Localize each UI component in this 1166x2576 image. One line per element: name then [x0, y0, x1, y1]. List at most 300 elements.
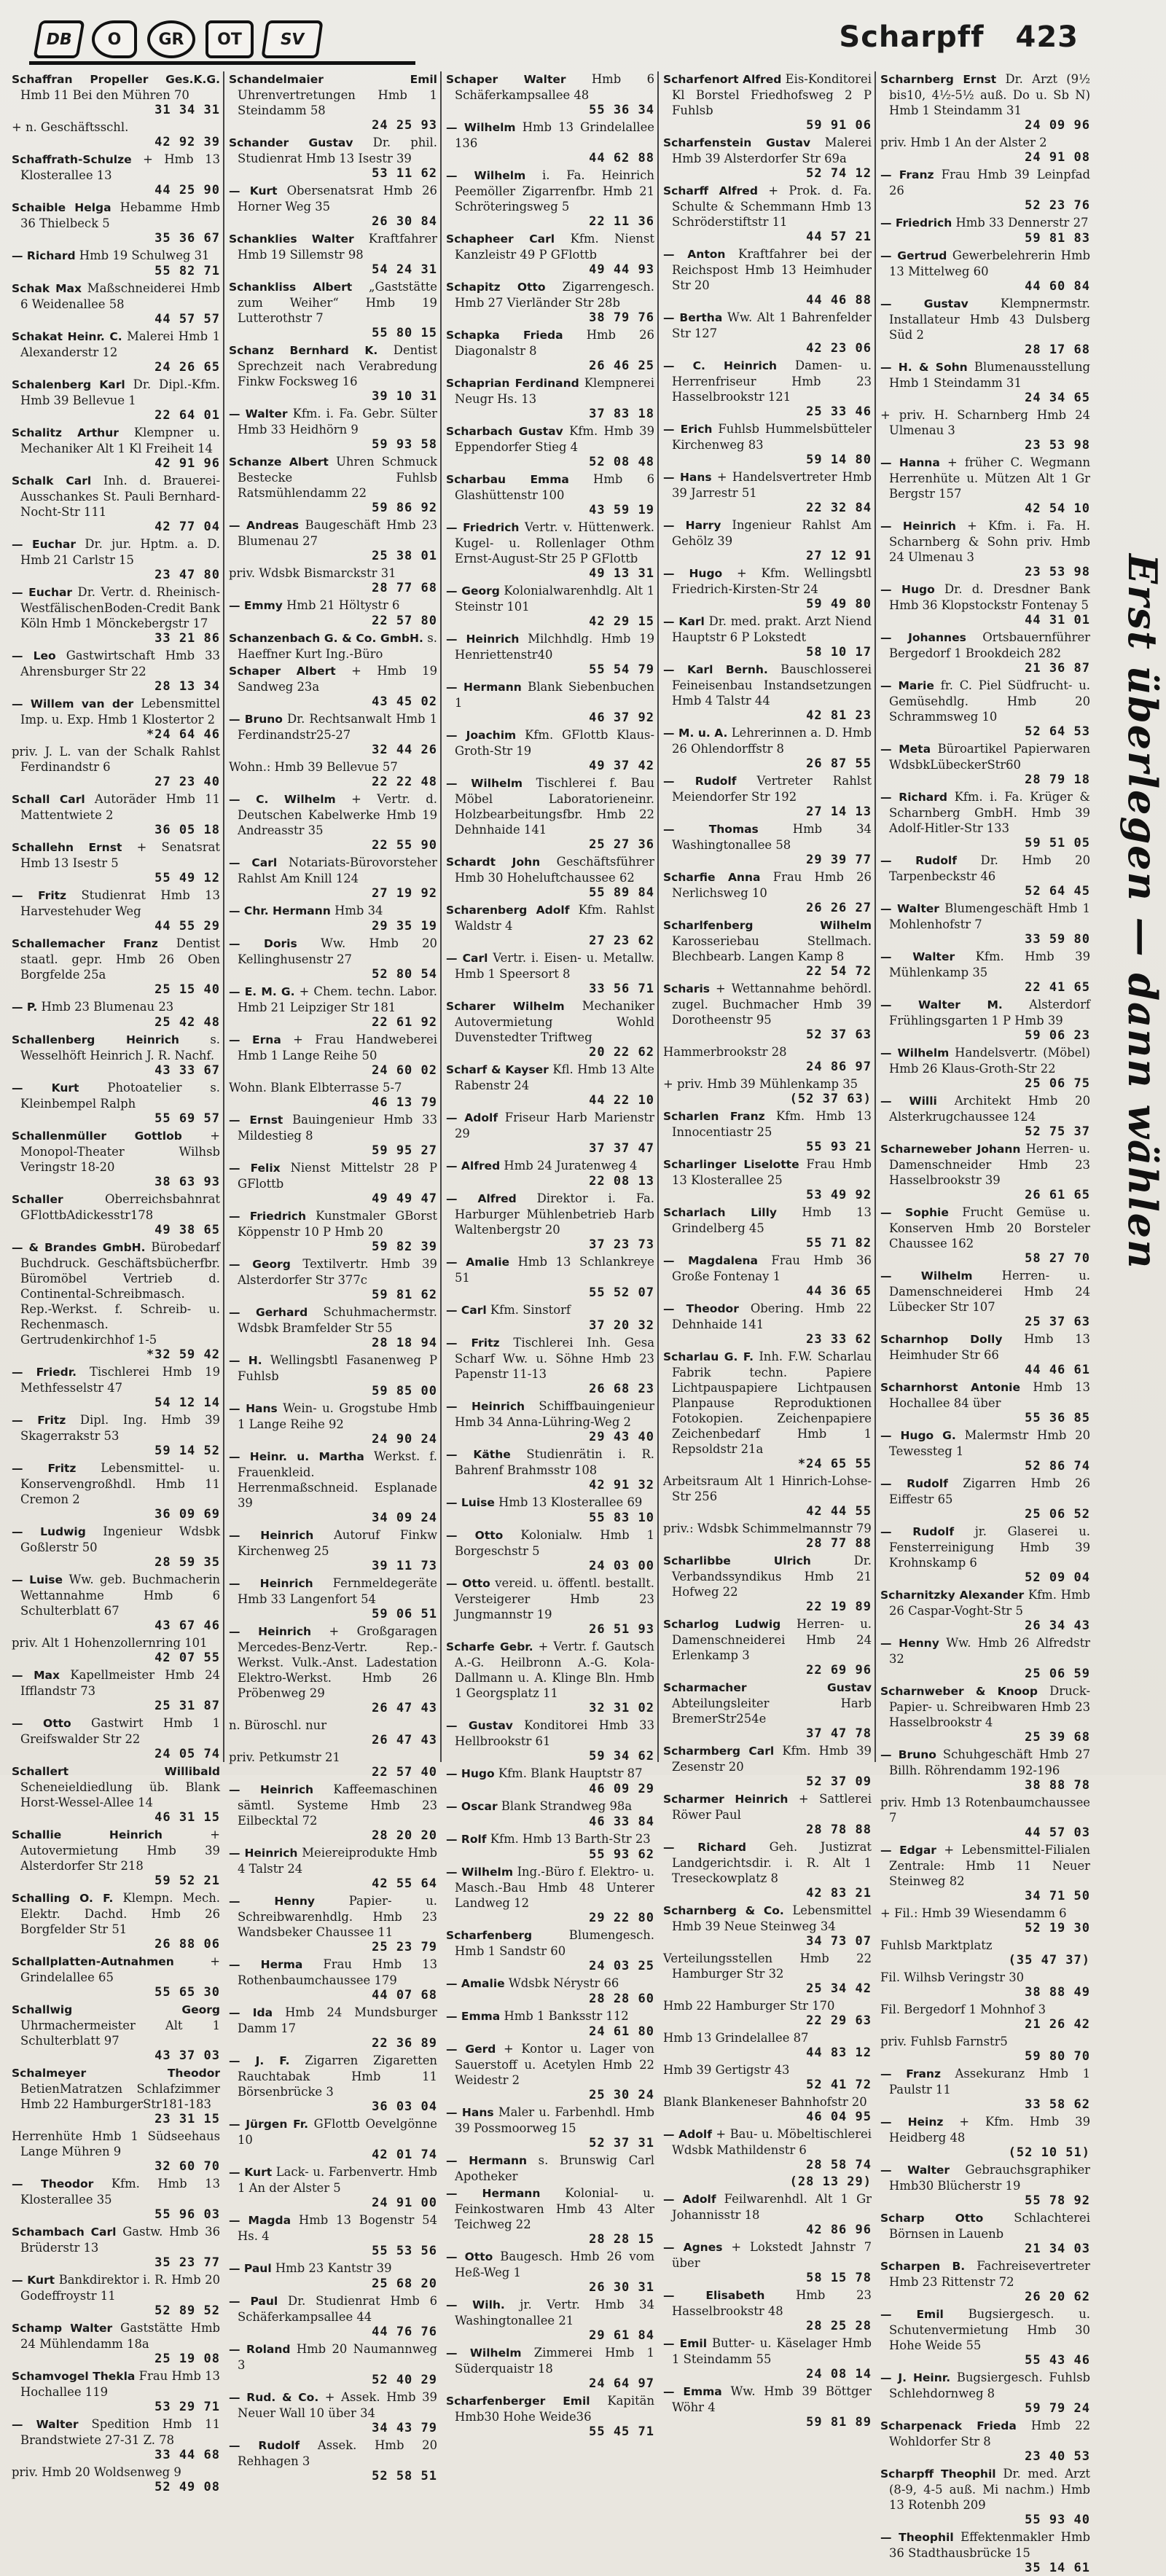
entry-details: Vertreter Rahlst Meiendorfer Str 192 [672, 774, 872, 804]
entry-name: — Friedrich [446, 521, 520, 534]
entry-phone: 28 58 74 [806, 2158, 872, 2172]
entry-details: Textilvertr. Hmb 39 Alsterdorfer Str 377c [238, 1257, 437, 1287]
entry-phone: 23 47 80 [154, 568, 220, 582]
entry-phone: 32 31 02 [589, 1701, 654, 1715]
directory-entry [663, 1205, 872, 1251]
entry-details: Kfm. i. Fa. Gebr. Sülter Hmb 33 Heidhörn 9 [238, 407, 437, 436]
entry-name: — Adolf [663, 2193, 716, 2206]
entry-details: + Frau Handweberei Hmb 1 Lange Reihe 50 [238, 1033, 437, 1062]
entry-details: Malerei Hmb 1 Alexanderstr 12 [20, 329, 220, 359]
entry-phone: *32 59 42 [146, 1347, 220, 1362]
directory-entry [229, 598, 437, 629]
entry-name: — Walter [880, 902, 939, 915]
entry-name: — Thomas [663, 823, 759, 836]
directory-entry [229, 711, 437, 758]
directory-entry [446, 71, 654, 118]
entry-details: Geh. Justizrat Landgerichtsdir. i. R. Alt 1 Treseckowplatz 8 [672, 1840, 872, 1885]
entry-details: Papier- u. Schreibwarenhdlg. Hmb 23 Wandsbeker Chaussee 11 [238, 1894, 437, 1939]
entry-name: Schallert Willibald [12, 1765, 220, 1778]
entry-phone: 28 20 20 [372, 1828, 437, 1843]
entry-details: Hmb 22 Hamburger Str 170 [663, 1999, 835, 2013]
directory-entry [446, 679, 654, 726]
directory-entry [880, 741, 1090, 788]
column-5 [876, 71, 1093, 2575]
directory-entry [229, 1893, 437, 1955]
directory-entry [663, 2336, 872, 2382]
entry-phone: 55 93 40 [1025, 2513, 1090, 2527]
entry-phone: 25 33 46 [806, 404, 872, 419]
entry-name: — Richard [663, 1841, 746, 1854]
entry-phone: 24 34 65 [1025, 391, 1090, 405]
entry-details: Kunstmaler GBorst Köppenstr 10 P Hmb 20 [238, 1209, 437, 1239]
entry-name: — Rud. & Co. [229, 2391, 319, 2404]
directory-entry [880, 296, 1090, 358]
entry-phone: 43 45 02 [372, 694, 437, 709]
entry-phone: 55 80 15 [372, 326, 437, 340]
directory-entry [880, 518, 1090, 580]
entry-details: Klempnerei Neugr Hs. 13 [455, 376, 654, 406]
directory-entry [12, 1032, 220, 1078]
entry-details: Hmb 34 Washingtonallee 58 [672, 822, 872, 852]
entry-phone: 24 60 02 [372, 1063, 437, 1078]
entry-details: Hmb 24 Juratenweg 4 [504, 1159, 638, 1172]
entry-name: — Luise [12, 1573, 63, 1586]
directory-entry [446, 2185, 654, 2247]
directory-entry [229, 183, 437, 230]
entry-name: — Paul [229, 2262, 272, 2275]
entry-phone: 55 43 46 [1025, 2353, 1090, 2368]
entry-phone: 43 59 19 [589, 503, 654, 517]
entry-name: Schallemacher Franz [12, 937, 158, 950]
directory-entry [880, 1842, 1090, 1904]
entry-details: + n. Geschäftsschl. [12, 120, 129, 134]
directory-entry [12, 1763, 220, 1825]
directory-entry [229, 984, 437, 1030]
entry-phone: 44 55 29 [154, 919, 220, 933]
entry-name: Schallehn Ernst [12, 841, 122, 854]
entry-phone: 37 47 78 [806, 1726, 872, 1741]
entry-phone: 25 39 68 [1025, 1730, 1090, 1745]
entry-phone: 55 93 62 [589, 1847, 654, 1862]
directory-entry [12, 200, 220, 246]
entry-phone: 24 05 74 [154, 1747, 220, 1761]
entry-name: — Heinrich [229, 1529, 314, 1542]
entry-phone: 25 42 48 [154, 1015, 220, 1030]
directory-entry [446, 1158, 654, 1189]
entry-details: Herren- u. Damenschneider Hmb 23 Hasselbrookstr 39 [889, 1142, 1091, 1187]
entry-details: Kolonialw. Hmb 1 Borgeschstr 5 [455, 1528, 654, 1558]
entry-details: + Monopol-Theater Wilhsb Veringstr 18-20 [20, 1129, 220, 1174]
entry-phone: 49 49 47 [372, 1191, 437, 1206]
entry-phone: 27 23 40 [154, 775, 220, 789]
directory-entry [880, 1795, 1090, 1841]
entry-name: Scharlfenberg Wilhelm [663, 919, 872, 932]
entry-name: — M. u. A. [663, 727, 728, 740]
entry-phone: 55 49 12 [154, 871, 220, 885]
directory-entry [229, 1112, 437, 1159]
entry-name: — Joachim [446, 729, 517, 742]
entry-phone: 33 56 71 [589, 982, 654, 996]
entry-details: Dentist staatl. gepr. Hmb 26 Oben Borgfelde 25a [20, 936, 220, 982]
directory-entry [12, 1635, 220, 1666]
entry-name: — Rudolf [663, 775, 737, 788]
entry-details: + Handelsvertreter Hmb 39 Jarrestr 51 [672, 470, 872, 500]
entry-phone: 59 14 52 [154, 1444, 220, 1458]
entry-details: Scheneieldiedlung üb. Blank Horst-Wessel-Allee 14 [20, 1780, 220, 1809]
directory-entry [880, 1093, 1090, 1140]
entry-phone: 34 73 07 [806, 1934, 872, 1949]
directory-entry [663, 1743, 872, 1790]
entry-phone: 28 28 60 [589, 1992, 654, 2006]
entry-phone: 23 53 98 [1025, 438, 1090, 453]
entry-details: Kfm. Blank Hauptstr 87 [498, 1766, 643, 1780]
entry-phone: 46 13 79 [372, 1095, 437, 1110]
entry-details: priv. Fuhlsb Farnstr5 [880, 2035, 1008, 2048]
entry-phone: 55 36 34 [589, 103, 654, 117]
directory-entry [12, 2224, 220, 2271]
entry-name: — Walter [12, 2418, 79, 2431]
entry-details: Studienrätin i. R. Bahrenf Brahmsstr 108 [455, 1447, 655, 1477]
entry-name: — Leo [12, 649, 56, 662]
entry-name: Schamvogel Thekla [12, 2370, 136, 2383]
entry-details: + Kfm. Hmb 39 Heidberg 48 [889, 2115, 1090, 2145]
entry-details: Lehrerinnen a. D. Hmb 26 Ohlendorffstr 8 [672, 726, 872, 756]
entry-details: Wellingsbtl Fasanenweg P Fuhlsb [238, 1353, 437, 1383]
entry-details: Wohn.: Hmb 39 Bellevue 57 [229, 760, 398, 774]
directory-entry [880, 2306, 1090, 2368]
entry-phone: 37 37 47 [589, 1141, 654, 1156]
directory-entry [446, 1062, 654, 1108]
directory-entry [880, 630, 1090, 676]
entry-phone: 49 44 93 [589, 262, 654, 277]
entry-phone: 42 54 10 [1025, 501, 1090, 516]
entry-phone: 46 31 15 [154, 1810, 220, 1825]
entry-phone: 33 44 68 [154, 2448, 220, 2462]
directory-entry [663, 1521, 872, 1551]
directory-entry [446, 854, 654, 901]
entry-name: Scharnberg & Co. [663, 1904, 784, 1917]
directory-entry [12, 1080, 220, 1127]
entry-details: Kfm. Hmb 39 Mühlenkamp 35 [889, 950, 1091, 979]
entry-details: Malerei Hmb 39 Alsterdorfer Str 69a [672, 136, 872, 165]
entry-details: Hmb 13 Grindelberg 45 [672, 1205, 872, 1235]
entry-name: — Magda [229, 2214, 292, 2227]
entry-phone: 52 86 74 [1025, 1459, 1090, 1473]
directory-entry [229, 2260, 437, 2292]
entry-name: — Theophil [880, 2531, 954, 2544]
entry-name: — Rolf [446, 1833, 487, 1846]
directory-entry [880, 1587, 1090, 1634]
entry-phone: 25 38 01 [372, 549, 437, 563]
directory-entry [663, 421, 872, 468]
entry-name: Scharnhorst Antonie [880, 1381, 1021, 1394]
entry-name: Schaller [12, 1193, 63, 1206]
entry-details: Lebensmittel Hmb 39 Neue Steinweg 34 [672, 1903, 872, 1933]
entry-details: Dentist Sprechzeit nach Verabredung Finkw Focksweg 16 [238, 343, 437, 388]
entry-details: Schiffbauingenieur Hmb 34 Anna-Lühring-Weg 2 [455, 1399, 654, 1429]
entry-phone: 53 49 92 [806, 1188, 872, 1202]
entry-name: — E. M. G. [229, 985, 295, 998]
entry-phone: 55 52 07 [589, 1285, 654, 1300]
directory-entry [663, 2287, 872, 2334]
entry-name: Scharnitzky Alexander [880, 1589, 1025, 1602]
entry-name: — Heinrich [446, 633, 520, 646]
directory-entry [446, 631, 654, 678]
entry-details: Hmb 23 Blumenau 23 [41, 1000, 174, 1014]
entry-details: + Kfm. i. Fa. H. Scharnberg & Sohn priv. Hmb 24 Ulmenau 3 [889, 519, 1090, 564]
entry-details: Fachreisevertreter Hmb 23 Rittenstr 72 [889, 2259, 1090, 2289]
directory-entry [12, 71, 220, 118]
entry-details: Autoräder Hmb 11 Mattentwiete 2 [20, 792, 220, 822]
entry-phone: 24 08 14 [806, 2367, 872, 2381]
directory-entry [880, 71, 1090, 133]
directory-entry [229, 2164, 437, 2211]
entry-details: Milchhdlg. Hmb 19 Henriettenstr40 [455, 632, 654, 662]
entry-phone: 25 19 08 [154, 2352, 220, 2366]
directory-entry [12, 120, 220, 150]
entry-phone: 26 47 43 [372, 1701, 437, 1715]
entry-details: Kfm. Nienst Kanzleistr 49 P GFlottb [455, 232, 654, 262]
directory-entry [12, 839, 220, 886]
entry-phone: 59 82 39 [372, 1240, 437, 1254]
directory-entry [229, 1957, 437, 2003]
directory-entry [446, 1976, 654, 2007]
entry-details: Ww. Hmb 39 Böttger Wöhr 4 [672, 2384, 872, 2414]
entry-details: Gebrauchsgraphiker Hmb30 Blücherstr 19 [889, 2163, 1090, 2193]
entry-name: — Hugo [446, 1767, 495, 1780]
entry-phone: 26 20 62 [1025, 2290, 1090, 2304]
entry-details: Lebensmittel Imp. u. Exp. Hmb 1 Klostertor 2 [20, 697, 220, 727]
entry-phone: 26 51 93 [589, 1622, 654, 1637]
entry-phone: 59 91 06 [806, 118, 872, 133]
entry-phone: 24 09 96 [1025, 118, 1090, 133]
directory-entry [229, 135, 437, 181]
entry-phone: 20 22 62 [589, 1045, 654, 1060]
entry-name: Schallenberg Heinrich [12, 1033, 179, 1046]
entry-name: — Jürgen Fr. [229, 2118, 309, 2131]
entry-phone: 22 22 48 [372, 775, 437, 789]
entry-details: Zigarren Zigaretten Rauchtabak Hmb 11 Börsenbrücke 3 [238, 2054, 437, 2099]
entry-details: Dipl. Ing. Hmb 39 Skagerrakstr 53 [20, 1413, 220, 1443]
entry-name: — Anton [663, 248, 726, 261]
directory-entry [446, 583, 654, 630]
entry-phone: 38 88 49 [1025, 1985, 1090, 2000]
entry-name: Scharbach Gustav [446, 425, 563, 438]
entry-details: „Gaststätte zum Weiher“ Hmb 19 Lutterothstr 7 [238, 280, 437, 325]
entry-phone: 29 43 40 [589, 1430, 654, 1444]
entry-phone: 42 83 21 [806, 1886, 872, 1900]
directory-entry [446, 1302, 654, 1334]
directory-entry [446, 520, 654, 582]
directory-entry [446, 375, 654, 422]
entry-details: Dr. phil. Studienrat Hmb 13 Isestr 39 [238, 136, 437, 165]
entry-details: + Kfm. Wellingsbtl Friedrich-Kirsten-Str 24 [672, 566, 872, 596]
entry-details: Dr. Studienrat Hmb 6 Schäferkampsallee 44 [238, 2294, 438, 2324]
entry-phone: 59 52 21 [154, 1874, 220, 1888]
entry-name: — Friedrich [229, 1210, 307, 1223]
entry-details: Hmb 39 Gertigstr 43 [663, 2063, 790, 2077]
entry-phone: 59 06 23 [1025, 1028, 1090, 1043]
entry-phone: 44 57 03 [1025, 1825, 1090, 1840]
entry-name: — Fritz [12, 1414, 66, 1427]
entry-details: priv. Hmb 1 An der Alster 2 [880, 136, 1047, 149]
entry-phone: 39 11 73 [372, 1559, 437, 1573]
entry-phone: 55 89 84 [589, 885, 654, 900]
entry-details: Hebamme Hmb 36 Thielbeck 5 [20, 200, 220, 230]
directory-entry [229, 1160, 437, 1207]
entry-name: Schaper Walter [446, 73, 566, 86]
directory-entry [880, 1268, 1090, 1330]
entry-details: Frau Hmb 13 Hochallee 119 [20, 2369, 220, 2399]
entry-name: — Heinr. u. Martha [229, 1450, 364, 1463]
directory-entry [880, 407, 1090, 453]
directory-entry [12, 2002, 220, 2064]
entry-details: Malermstr Hmb 20 Tewessteg 1 [889, 1428, 1090, 1458]
directory-entry [12, 2465, 220, 2495]
entry-name: Scharnweber & Knoop [880, 1685, 1038, 1698]
directory-entry [229, 1401, 437, 1447]
entry-details: Handelsvertr. (Möbel) Hmb 26 Klaus-Groth-Str 22 [889, 1046, 1090, 1076]
entry-phone: 52 37 31 [589, 2136, 654, 2150]
entry-details: Friseur Harb Marienstr 29 [455, 1111, 654, 1140]
entry-name: Scharbau Emma [446, 473, 569, 486]
entry-name: — Heinrich [229, 1625, 312, 1638]
entry-phone: 43 37 03 [154, 2048, 220, 2063]
entry-name: — Gertrud [880, 249, 947, 262]
entry-name: — Rudolf [880, 854, 957, 867]
directory-entry [663, 821, 872, 868]
directory-entry [12, 1827, 220, 1889]
directory-entry [880, 1938, 1090, 1968]
entry-details: priv. Hmb 13 Rotenbaumchaussee 7 [880, 1796, 1090, 1825]
entry-details: Zimmerei Hmb 1 Süderquaistr 18 [455, 2346, 654, 2376]
directory-entry [12, 1460, 220, 1522]
entry-phone: 25 37 63 [1025, 1315, 1090, 1329]
entry-details: Kfm. Hmb 13 Barth-Str 23 [490, 1832, 651, 1846]
entry-details: + Autovermietung Hmb 39 Alsterdorfer Str 218 [20, 1828, 220, 1873]
entry-details: Schuhgeschäft Hmb 27 Billh. Röhrendamm 192-196 [889, 1747, 1090, 1777]
entry-name: Scharlach Lilly [663, 1206, 777, 1219]
entry-name: — Amalie [446, 1256, 510, 1269]
entry-name: — Wilhelm [446, 2346, 522, 2360]
directory-entry [880, 1635, 1090, 1682]
directory-entry [446, 1527, 654, 1574]
directory-entry [880, 2210, 1090, 2257]
directory-entry [229, 2293, 437, 2340]
directory-entry [12, 2129, 220, 2174]
directory-entry [12, 2416, 220, 2463]
entry-phone: 22 11 36 [589, 214, 654, 229]
entry-details: Bauingenieur Hmb 33 Mildestieg 8 [238, 1113, 437, 1143]
directory-columns [7, 71, 1093, 2575]
entry-name: — Wilhelm [446, 121, 516, 134]
directory-entry [880, 248, 1090, 294]
entry-details: Dr. d. Dresdner Bank Hmb 36 Klopstockstr Fontenay 5 [889, 582, 1090, 612]
entry-details: Werkst. f. Frauenkleid. Herrenmaßschneid. Esplanade 39 [238, 1449, 437, 1510]
entry-name: — Georg [229, 1258, 291, 1271]
entry-details: Hmb 23 Kantstr 39 [275, 2261, 392, 2275]
directory-entry [663, 1473, 872, 1519]
entry-name: — Ludwig [12, 1525, 86, 1538]
entry-details: + Sattlerei Röwer Paul [672, 1792, 872, 1822]
entry-details: Hammerbrookstr 28 [663, 1045, 787, 1059]
entry-phone: 55 54 79 [589, 662, 654, 677]
entry-phone: 52 89 52 [154, 2303, 220, 2318]
entry-details: Blank Strandweg 98a [501, 1799, 633, 1813]
column-2 [224, 71, 442, 2483]
entry-name: — Hermann [446, 2154, 528, 2167]
entry-details: Dr. med. Arzt (8-9, 4-5 auß. Mi nachm.) Hmb 13 Rotenbh 209 [889, 2467, 1090, 2512]
entry-phone: 28 17 68 [1025, 342, 1090, 357]
entry-details: s. Haeffner Kurt Ing.-Büro [238, 631, 437, 661]
directory-entry [12, 1128, 220, 1190]
entry-name: — Herma [229, 1958, 303, 1971]
entry-phone: 52 58 51 [372, 2469, 437, 2483]
entry-name: — Richard [12, 249, 76, 262]
entry-details: Dr. Arzt (9½ bis10, 4½-5½ auß. Do u. Sb N) Hmb 1 Steindamm 31 [889, 72, 1090, 117]
entry-details: Fil. Wilhsb Veringstr 30 [880, 1970, 1025, 1984]
entry-name: — Heinrich [229, 1847, 298, 1860]
entry-phone: (28 13 29) [789, 2174, 872, 2189]
directory-entry [663, 614, 872, 660]
directory-entry [880, 853, 1090, 899]
entry-name: — Alfred [446, 1159, 501, 1172]
entry-details: Mechaniker Autovermietung Wohld Duvenstedter Triftweg [455, 999, 654, 1044]
directory-entry [12, 791, 220, 838]
entry-name: Scharfenort Alfred [663, 73, 782, 86]
entry-phone: 29 22 80 [589, 1911, 654, 1925]
entry-details: priv. J. L. van der Schalk Rahlst Ferdinandstr 6 [12, 745, 220, 774]
directory-entry [880, 582, 1090, 628]
entry-details: Alsterdorf Frühlingsgarten 1 P Hmb 39 [889, 998, 1090, 1027]
entry-name: — P. [12, 1001, 38, 1014]
logo-strip [36, 20, 321, 58]
entry-details: Hmb 19 Schulweg 31 [79, 248, 210, 262]
directory-entry [880, 1141, 1090, 1203]
entry-name: — Otto [446, 2250, 493, 2263]
entry-phone: 28 77 68 [372, 581, 437, 595]
entry-details: Arbeitsraum Alt 1 Hinrich-Lohse-Str 256 [663, 1474, 872, 1503]
entry-name: — Wilhelm [880, 1269, 973, 1283]
entry-name: — Hermann [446, 681, 522, 694]
entry-name: — Franz [880, 2067, 941, 2080]
entry-phone: 29 35 19 [372, 919, 437, 933]
entry-details: Hmb 13 Schlankreye 51 [455, 1255, 654, 1285]
directory-entry [229, 630, 437, 662]
entry-name: Schaffrath-Schulze [12, 153, 132, 166]
entry-name: — Fritz [12, 1462, 77, 1475]
entry-details: Bugsiergesch. Fuhlsb Schlehdornweg 8 [889, 2371, 1090, 2400]
entry-details: Abteilungsleiter Harb BremerStr254e [672, 1696, 872, 1726]
entry-name: — Fritz [446, 1336, 500, 1350]
directory-entry [229, 936, 437, 982]
entry-details: Frau Hmb 36 Große Fontenay 1 [672, 1253, 872, 1283]
entry-name: — J. F. [229, 2054, 290, 2067]
entry-name: — Fritz [12, 889, 67, 902]
entry-phone: 49 38 65 [154, 1223, 220, 1237]
entry-name: — Heinrich [229, 1783, 314, 1796]
entry-phone: 24 91 00 [372, 2196, 437, 2210]
entry-details: Fuhlsb Hummelsbütteler Kirchenweg 83 [672, 422, 872, 452]
entry-details: Ingenieur Wdsbk Goßlerstr 50 [20, 1524, 221, 1554]
entry-phone: 25 34 42 [806, 1981, 872, 1996]
directory-entry [663, 1156, 872, 1203]
entry-name: — Carl [446, 1304, 487, 1317]
entry-name: Scharlog Ludwig [663, 1618, 781, 1631]
entry-phone: 52 49 08 [154, 2480, 220, 2494]
entry-phone: 49 37 42 [589, 759, 654, 773]
entry-name: — Heinz [880, 2115, 944, 2129]
